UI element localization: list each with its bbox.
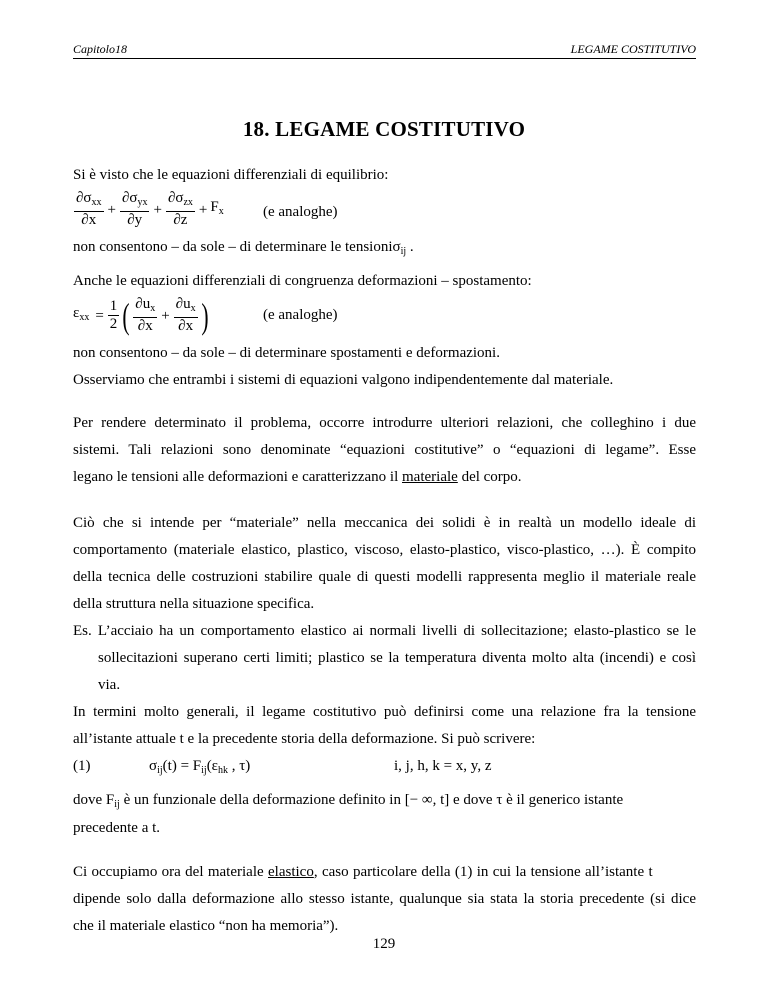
paragraph-elastic-line-2: dipende solo dalla deformazione allo stesso istante, qualunque sia stata la storia precedente (si dice xyxy=(73,891,696,907)
equation-equilibrium: $\frac{\partial\sigma_{xx}}{\partial x}$ + $\frac{\partial\sigma_{yx}}{\partial y}$ + $\frac{\partial\sigma_{zx}}{\partial z}$ + $F_x$ xyxy=(76,190,224,228)
paragraph-material-model-line-4: della struttura nella situazione specifica. xyxy=(73,596,315,612)
equation-equilibrium-note: (e analoghe) xyxy=(263,204,338,220)
paragraph-congruence-insufficient: non consentono – da sole – di determinare spostamenti e deformazioni. xyxy=(73,345,500,361)
paragraph-constitutive-line-3: legano le tensioni alle deformazioni e caratterizzano il materiale del corpo. xyxy=(73,469,522,485)
paragraph-general-law-line-2: all’istante attuale t e la precedente storia della deformazione. Si può scrivere: xyxy=(73,731,536,747)
paragraph-elastic-line-1: Ci occupiamo ora del materiale elastico, caso particolare della (1) in cui la tensione all’istante t xyxy=(73,864,653,880)
header-chapter: Capitolo18 xyxy=(73,42,128,56)
paragraph-example-line-1: Es. L’acciaio ha un comportamento elastico ai normali livelli di sollecitazione; elasto-plastico se le xyxy=(73,623,696,639)
fraction-zx: $\frac{\partial\sigma_{zx}}{\partial z}$ xyxy=(167,190,193,228)
chapter-title: 18. LEGAME COSTITUTIVO xyxy=(242,117,526,141)
header-section-title: LEGAME COSTITUTIVO xyxy=(570,42,696,56)
paragraph-constitutive-line-2: sistemi. Tali relazioni sono denominate “equazioni costitutive” o “equazioni di legame”. Esse xyxy=(73,442,696,458)
paragraph-material-model-line-2: comportamento (materiale elastico, plastico, viscoso, elasto-plastico, visco-plastico, …). È compito xyxy=(73,542,696,558)
fraction-xx: $\frac{\partial\sigma_{xx}}{\partial x}$ xyxy=(76,190,102,228)
equation-functional: $\sigma_{ij}(t) = F_{ij}(\varepsilon_{hk}$ , τ) xyxy=(149,758,251,776)
paragraph-equilibrium-insufficient: non consentono – da sole – di determinare le tensioniσ$_{ij}$ . xyxy=(73,239,414,257)
equation-congruence-note: (e analoghe) xyxy=(263,307,338,323)
paragraph-functional-definition: dove $F_{ij}$ è un funzionale della deformazione definito in [− ∞, t] e dove τ è il generico istante xyxy=(73,792,624,810)
header-rule xyxy=(73,58,696,59)
paragraph-example-line-2: sollecitazioni superano certi limiti; plastico se la temperatura diventa molto alta (incendi) e così xyxy=(98,650,696,666)
fraction-du-dx-1: $\frac{\partial u_x}{\partial x}$ xyxy=(135,296,156,334)
paragraph-equilibrium-intro: Si è visto che le equazioni differenziali di equilibrio: xyxy=(73,167,389,183)
paragraph-general-law-line-1: In termini molto generali, il legame costitutivo può definirsi come una relazione fra la tensione xyxy=(73,704,696,720)
paragraph-congruence-intro: Anche le equazioni differenziali di congruenza deformazioni – spostamento: xyxy=(73,273,532,289)
equation-label-1: (1) xyxy=(73,758,91,774)
page-number: 129 xyxy=(372,936,396,952)
paragraph-elastic-line-3: che il materiale elastico “non ha memoria”). xyxy=(73,918,339,934)
fraction-yx: $\frac{\partial\sigma_{yx}}{\partial y}$ xyxy=(121,190,148,228)
paragraph-functional-definition-end: precedente a t. xyxy=(73,820,161,836)
paragraph-example-line-3: via. xyxy=(98,677,121,693)
paragraph-material-independence: Osserviamo che entrambi i sistemi di equazioni valgono indipendentemente dal materiale. xyxy=(73,372,614,388)
paragraph-material-model-line-1: Ciò che si intende per “materiale” nella meccanica dei solidi è in realtà un modello ideale di xyxy=(73,515,696,531)
fraction-one-half: $\frac{1}{2}$ xyxy=(109,298,118,332)
fraction-du-dx-2: $\frac{\partial u_x}{\partial x}$ xyxy=(175,296,196,334)
paragraph-material-model-line-3: della tecnica delle costruzioni stabilire quale di questi modelli rappresenta meglio il materiale reale xyxy=(73,569,696,585)
paragraph-constitutive-line-1: Per rendere determinato il problema, occorre introdurre ulteriori relazioni, che colleghino i due xyxy=(73,415,696,431)
equation-indices: i, j, h, k = x, y, z xyxy=(394,758,492,774)
equation-congruence: $\varepsilon_{xx}$ = $\frac{1}{2}$ ( $\frac{\partial u_x}{\partial x}$ + $\frac{\partial u_x}{\partial x}$ ) xyxy=(73,295,209,336)
